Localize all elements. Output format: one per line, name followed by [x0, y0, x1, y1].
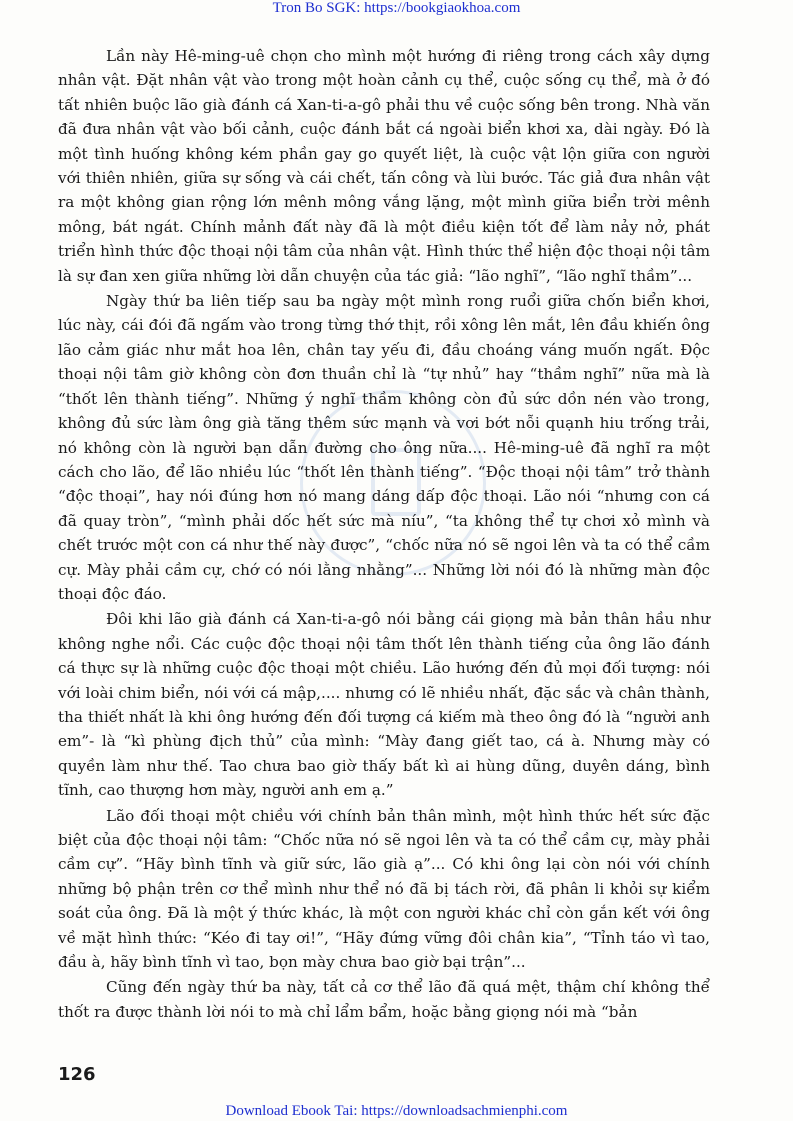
paragraph: Lần này Hê-ming-uê chọn cho mình một hướng đi riêng trong cách xây dựng nhân vật. Đặt nhân vật vào trong một hoàn cảnh cụ thể, cuộc sống cụ thể, mà ở đó tất nhiên buộc lão già đánh cá Xan-ti-a-gô phải thu về cuộc sống bên trong. Nhà văn đã đưa nhân vật vào bối cảnh, cuộc đánh bắt cá ngoài biển khơi xa, dài ngày. Đó là một tình huống không kém phần gay go quyết liệt, là cuộc vật lộn giữa con người với thiên nhiên, giữa sự sống và cái chết, tấn công và lùi bước. Tác giả đưa nhân vật ra một không gian rộng lớn mênh mông vắng lặng, một mình giữa biển trời mênh mông, bát ngát. Chính mảnh đất này đã là một điều kiện tốt để làm nảy nở, phát triển hình thức độc thoại nội tâm của nhân vật. Hình thức thể hiện độc thoại nội tâm là sự đan xen giữa những lời dẫn chuyện của tác giả: “lão nghĩ”, “lão nghĩ thầm”... — [58, 47, 710, 285]
paragraph: Đôi khi lão già đánh cá Xan-ti-a-gô nói bằng cái giọng mà bản thân hầu như không nghe nổi. Các cuộc độc thoại nội tâm thốt lên thành tiếng của ông lão đánh cá thực sự là những cuộc độc thoại một chiều. Lão hướng đến đủ mọi đối tượng: nói với loài chim biển, nói với cá mập,.... nhưng có lẽ nhiều nhất, đặc sắc và chân thành, tha thiết nhất là khi ông hướng đến đối tượng cá kiếm mà theo ông đó là “người anh em”- là “kì phùng địch thủ” của mình: “Mày đang giết tao, cá à. Nhưng mày có quyền làm như thế. Tao chưa bao giờ thấy bất kì ai hùng dũng, duyên dáng, bình tĩnh, cao thượng hơn mày, người anh em ạ.” — [58, 610, 710, 800]
page-body — [58, 44, 710, 1025]
paragraph: Cũng đến ngày thứ ba này, tất cả cơ thể lão đã quá mệt, thậm chí không thể thốt ra được thành lời nói to mà chỉ lẩm bẩm, hoặc bằng giọng nói mà “bản — [58, 978, 710, 1021]
paragraph: Lão đối thoại một chiều với chính bản thân mình, một hình thức hết sức đặc biệt của độc thoại nội tâm: “Chốc nữa nó sẽ ngoi lên và ta có thể cầm cự, mày phải cầm cự”. “Hãy bình tĩnh và giữ sức, lão già ạ”... Có khi ông lại còn nói với chính những bộ phận trên cơ thể mình như thể nó đã bị tách rời, đã phân li khỏi sự kiểm soát của ông. Đã là một ý thức khác, là một con người khác chỉ còn gắn kết với ông về mặt hình thức: “Kéo đi tay ơi!”, “Hãy đứng vững đôi chân kia”, “Tỉnh táo vì tao, đầu à, hãy bình tĩnh vì tao, bọn mày chưa bao giờ bại trận”... — [58, 806, 710, 972]
footer-link[interactable]: Download Ebook Tai: https://downloadsachmienphi.com — [225, 1103, 568, 1119]
paragraph: Ngày thứ ba liên tiếp sau ba ngày một mình rong ruổi giữa chốn biển khơi, lúc này, cái đói đã ngấm vào trong từng thớ thịt, rồi xông lên mắt, lên đầu khiến ông lão cảm giác như mắt hoa lên, chân tay yếu đi, đầu choáng váng muốn ngất. Độc thoại nội tâm giờ không còn đơn thuần chỉ là “tự nhủ” hay “thầm nghĩ” nữa mà là “thốt lên thành tiếng”. Những ý nghĩ thầm không còn đủ sức dồn nén vào trong, không đủ sức làm ông già tăng thêm sức mạnh và vơi bớt nỗi quạnh hiu trống trải, nó không còn là người bạn dẫn đường cho ông nữa.... Hê-ming-uê đã nghĩ ra một cách cho lão, để lão nhiều lúc “thốt lên thành tiếng”. “Độc thoại nội tâm” trở thành “độc thoại”, hay nói đúng hơn nó mang dáng dấp độc thoại. Lão nói “nhưng con cá đã quay tròn”, “mình phải dốc hết sức mà níu”, “ta không thể tự chơi xỏ mình và chết trước một con cá như thế này được”, “chốc nữa nó sẽ ngoi lên và ta có thể cầm cự. Mày phải cầm cự, chớ có nói lằng nhằng”... Những lời nói đó là những màn độc thoại độc đáo. — [58, 292, 710, 603]
header-link[interactable]: Tron Bo SGK: https://bookgiaokhoa.com — [272, 0, 521, 16]
page-number: 126 — [58, 1064, 96, 1085]
